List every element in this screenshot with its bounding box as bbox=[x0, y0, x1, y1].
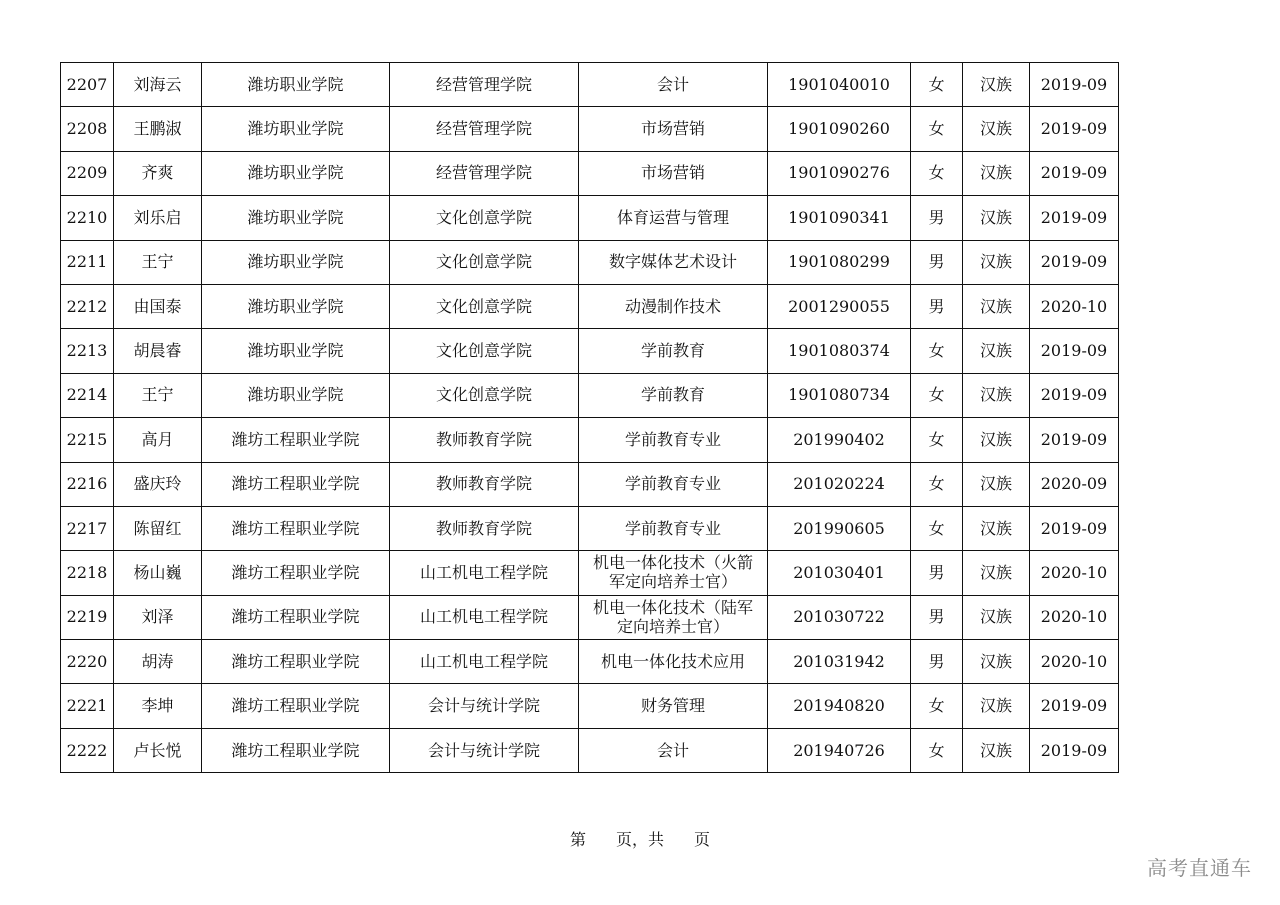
enrollment-date-cell: 2019-09 bbox=[1030, 196, 1119, 240]
student-id-cell: 201020224 bbox=[768, 462, 911, 506]
major-name-cell bbox=[579, 240, 768, 284]
gender-cell: 女 bbox=[911, 107, 963, 151]
enrollment-date-cell: 2019-09 bbox=[1030, 728, 1119, 772]
table-row bbox=[61, 506, 1119, 550]
ethnicity-cell: 汉族 bbox=[963, 373, 1030, 417]
student-name-cell: 卢长悦 bbox=[114, 728, 202, 772]
gender-cell: 女 bbox=[911, 684, 963, 728]
enrollment-date-cell: 2020-10 bbox=[1030, 595, 1119, 639]
college-name-cell: 会计与统计学院 bbox=[390, 728, 579, 772]
row-index-cell: 2214 bbox=[61, 373, 114, 417]
table-row bbox=[61, 462, 1119, 506]
major-text: 数字媒体艺术设计 bbox=[608, 252, 737, 272]
ethnicity-cell: 汉族 bbox=[963, 240, 1030, 284]
table-row bbox=[61, 284, 1119, 328]
college-name-cell: 文化创意学院 bbox=[390, 240, 579, 284]
school-name-cell: 潍坊职业学院 bbox=[202, 63, 390, 107]
ethnicity-cell: 汉族 bbox=[963, 728, 1030, 772]
table-row bbox=[61, 684, 1119, 728]
major-text: 学前教育 bbox=[640, 341, 705, 361]
major-text: 体育运营与管理 bbox=[616, 207, 729, 227]
major-name-cell bbox=[579, 63, 768, 107]
enrollment-date-cell: 2019-09 bbox=[1030, 684, 1119, 728]
major-text: 学前教育专业 bbox=[624, 429, 721, 449]
table-row bbox=[61, 107, 1119, 151]
school-name-cell: 潍坊工程职业学院 bbox=[202, 506, 390, 550]
school-name-cell: 潍坊职业学院 bbox=[202, 373, 390, 417]
gender-cell: 男 bbox=[911, 640, 963, 684]
student-name-cell: 高月 bbox=[114, 418, 202, 462]
row-index-cell: 2210 bbox=[61, 196, 114, 240]
college-name-cell: 山工机电工程学院 bbox=[390, 595, 579, 639]
row-index-cell: 2212 bbox=[61, 284, 114, 328]
enrollment-date-cell: 2020-09 bbox=[1030, 462, 1119, 506]
enrollment-date-cell: 2019-09 bbox=[1030, 418, 1119, 462]
student-id-cell: 1901090260 bbox=[768, 107, 911, 151]
enrollment-date-cell: 2019-09 bbox=[1030, 329, 1119, 373]
enrollment-date-cell: 2020-10 bbox=[1030, 284, 1119, 328]
row-index-cell: 2220 bbox=[61, 640, 114, 684]
college-name-cell: 教师教育学院 bbox=[390, 418, 579, 462]
college-name-cell: 山工机电工程学院 bbox=[390, 640, 579, 684]
watermark-logo-text: 高考直通车 bbox=[1147, 856, 1252, 880]
ethnicity-cell: 汉族 bbox=[963, 107, 1030, 151]
table-row bbox=[61, 728, 1119, 772]
major-name-cell bbox=[579, 196, 768, 240]
gender-cell: 男 bbox=[911, 196, 963, 240]
page-mid: 页，共 bbox=[615, 830, 664, 849]
major-name-cell bbox=[579, 373, 768, 417]
table-row bbox=[61, 373, 1119, 417]
row-index-cell: 2209 bbox=[61, 151, 114, 195]
major-text: 财务管理 bbox=[640, 696, 705, 716]
major-text: 市场营销 bbox=[640, 163, 705, 183]
student-name-cell: 王宁 bbox=[114, 373, 202, 417]
major-name-cell bbox=[579, 640, 768, 684]
student-name-cell: 刘泽 bbox=[114, 595, 202, 639]
student-id-cell: 2001290055 bbox=[768, 284, 911, 328]
college-name-cell: 会计与统计学院 bbox=[390, 684, 579, 728]
ethnicity-cell: 汉族 bbox=[963, 284, 1030, 328]
gender-cell: 女 bbox=[911, 462, 963, 506]
ethnicity-cell: 汉族 bbox=[963, 418, 1030, 462]
row-index-cell: 2211 bbox=[61, 240, 114, 284]
gender-cell: 女 bbox=[911, 728, 963, 772]
college-name-cell: 文化创意学院 bbox=[390, 373, 579, 417]
roster-body bbox=[61, 63, 1119, 773]
student-id-cell: 1901080374 bbox=[768, 329, 911, 373]
page-footer bbox=[0, 827, 1280, 850]
student-id-cell: 201940820 bbox=[768, 684, 911, 728]
student-id-cell: 1901080734 bbox=[768, 373, 911, 417]
college-name-cell: 经营管理学院 bbox=[390, 63, 579, 107]
gender-cell: 女 bbox=[911, 151, 963, 195]
ethnicity-cell: 汉族 bbox=[963, 462, 1030, 506]
page-prefix: 第 bbox=[569, 830, 586, 849]
student-name-cell: 齐爽 bbox=[114, 151, 202, 195]
college-name-cell: 教师教育学院 bbox=[390, 462, 579, 506]
major-name-cell bbox=[579, 684, 768, 728]
student-roster-table bbox=[60, 62, 1119, 773]
student-id-cell: 201990402 bbox=[768, 418, 911, 462]
student-name-cell: 由国泰 bbox=[114, 284, 202, 328]
school-name-cell: 潍坊工程职业学院 bbox=[202, 462, 390, 506]
school-name-cell: 潍坊工程职业学院 bbox=[202, 684, 390, 728]
ethnicity-cell: 汉族 bbox=[963, 329, 1030, 373]
student-id-cell: 1901090341 bbox=[768, 196, 911, 240]
school-name-cell: 潍坊职业学院 bbox=[202, 240, 390, 284]
school-name-cell: 潍坊职业学院 bbox=[202, 329, 390, 373]
row-index-cell: 2208 bbox=[61, 107, 114, 151]
enrollment-date-cell: 2019-09 bbox=[1030, 506, 1119, 550]
ethnicity-cell: 汉族 bbox=[963, 551, 1030, 595]
major-name-cell bbox=[579, 151, 768, 195]
major-name-cell bbox=[579, 728, 768, 772]
table-row bbox=[61, 63, 1119, 107]
row-index-cell: 2215 bbox=[61, 418, 114, 462]
student-id-cell: 201990605 bbox=[768, 506, 911, 550]
school-name-cell: 潍坊工程职业学院 bbox=[202, 728, 390, 772]
school-name-cell: 潍坊职业学院 bbox=[202, 196, 390, 240]
major-name-cell bbox=[579, 595, 768, 639]
enrollment-date-cell: 2019-09 bbox=[1030, 151, 1119, 195]
student-id-cell: 1901090276 bbox=[768, 151, 911, 195]
ethnicity-cell: 汉族 bbox=[963, 506, 1030, 550]
row-index-cell: 2222 bbox=[61, 728, 114, 772]
student-id-cell: 1901040010 bbox=[768, 63, 911, 107]
student-id-cell: 201031942 bbox=[768, 640, 911, 684]
gender-cell: 男 bbox=[911, 284, 963, 328]
college-name-cell: 教师教育学院 bbox=[390, 506, 579, 550]
school-name-cell: 潍坊职业学院 bbox=[202, 107, 390, 151]
table-row bbox=[61, 551, 1119, 595]
ethnicity-cell: 汉族 bbox=[963, 151, 1030, 195]
student-name-cell: 杨山巍 bbox=[114, 551, 202, 595]
student-name-cell: 盛庆玲 bbox=[114, 462, 202, 506]
table-row bbox=[61, 329, 1119, 373]
row-index-cell: 2213 bbox=[61, 329, 114, 373]
college-name-cell: 文化创意学院 bbox=[390, 196, 579, 240]
student-name-cell: 王宁 bbox=[114, 240, 202, 284]
ethnicity-cell: 汉族 bbox=[963, 595, 1030, 639]
enrollment-date-cell: 2019-09 bbox=[1030, 107, 1119, 151]
student-name-cell: 王鹏淑 bbox=[114, 107, 202, 151]
school-name-cell: 潍坊职业学院 bbox=[202, 151, 390, 195]
major-text: 会计 bbox=[656, 74, 689, 94]
school-name-cell: 潍坊职业学院 bbox=[202, 284, 390, 328]
student-name-cell: 刘乐启 bbox=[114, 196, 202, 240]
major-text: 机电一体化技术（火箭 军定向培养士官） bbox=[592, 553, 753, 592]
row-index-cell: 2221 bbox=[61, 684, 114, 728]
student-name-cell: 胡涛 bbox=[114, 640, 202, 684]
major-name-cell bbox=[579, 329, 768, 373]
gender-cell: 男 bbox=[911, 595, 963, 639]
gender-cell: 男 bbox=[911, 240, 963, 284]
school-name-cell: 潍坊工程职业学院 bbox=[202, 551, 390, 595]
row-index-cell: 2207 bbox=[61, 63, 114, 107]
student-name-cell: 陈留红 bbox=[114, 506, 202, 550]
student-id-cell: 1901080299 bbox=[768, 240, 911, 284]
college-name-cell: 文化创意学院 bbox=[390, 284, 579, 328]
enrollment-date-cell: 2019-09 bbox=[1030, 63, 1119, 107]
ethnicity-cell: 汉族 bbox=[963, 196, 1030, 240]
row-index-cell: 2217 bbox=[61, 506, 114, 550]
college-name-cell: 经营管理学院 bbox=[390, 151, 579, 195]
major-text: 会计 bbox=[656, 740, 689, 760]
enrollment-date-cell: 2020-10 bbox=[1030, 640, 1119, 684]
major-text: 学前教育 bbox=[640, 385, 705, 405]
major-text: 学前教育专业 bbox=[624, 518, 721, 538]
table-row bbox=[61, 151, 1119, 195]
major-name-cell bbox=[579, 462, 768, 506]
ethnicity-cell: 汉族 bbox=[963, 640, 1030, 684]
college-name-cell: 经营管理学院 bbox=[390, 107, 579, 151]
student-name-cell: 胡晨睿 bbox=[114, 329, 202, 373]
student-id-cell: 201030722 bbox=[768, 595, 911, 639]
gender-cell: 女 bbox=[911, 418, 963, 462]
gender-cell: 女 bbox=[911, 63, 963, 107]
major-name-cell bbox=[579, 284, 768, 328]
enrollment-date-cell: 2019-09 bbox=[1030, 373, 1119, 417]
college-name-cell: 山工机电工程学院 bbox=[390, 551, 579, 595]
school-name-cell: 潍坊工程职业学院 bbox=[202, 640, 390, 684]
major-name-cell bbox=[579, 418, 768, 462]
enrollment-date-cell: 2019-09 bbox=[1030, 240, 1119, 284]
major-text: 机电一体化技术应用 bbox=[600, 651, 745, 671]
table-row bbox=[61, 418, 1119, 462]
major-text: 机电一体化技术（陆军 定向培养士官） bbox=[592, 597, 753, 636]
major-text: 市场营销 bbox=[640, 119, 705, 139]
gender-cell: 男 bbox=[911, 551, 963, 595]
row-index-cell: 2219 bbox=[61, 595, 114, 639]
student-name-cell: 刘海云 bbox=[114, 63, 202, 107]
gender-cell: 女 bbox=[911, 329, 963, 373]
school-name-cell: 潍坊工程职业学院 bbox=[202, 595, 390, 639]
row-index-cell: 2218 bbox=[61, 551, 114, 595]
major-text: 动漫制作技术 bbox=[624, 296, 721, 316]
major-name-cell bbox=[579, 506, 768, 550]
ethnicity-cell: 汉族 bbox=[963, 684, 1030, 728]
page-suffix: 页 bbox=[694, 830, 711, 849]
student-name-cell: 李坤 bbox=[114, 684, 202, 728]
table-row bbox=[61, 240, 1119, 284]
gender-cell: 女 bbox=[911, 373, 963, 417]
school-name-cell: 潍坊工程职业学院 bbox=[202, 418, 390, 462]
enrollment-date-cell: 2020-10 bbox=[1030, 551, 1119, 595]
college-name-cell: 文化创意学院 bbox=[390, 329, 579, 373]
student-id-cell: 201940726 bbox=[768, 728, 911, 772]
row-index-cell: 2216 bbox=[61, 462, 114, 506]
gender-cell: 女 bbox=[911, 506, 963, 550]
major-name-cell bbox=[579, 107, 768, 151]
table-row bbox=[61, 595, 1119, 639]
ethnicity-cell: 汉族 bbox=[963, 63, 1030, 107]
major-text: 学前教育专业 bbox=[624, 474, 721, 494]
table-row bbox=[61, 196, 1119, 240]
table-row bbox=[61, 640, 1119, 684]
major-name-cell bbox=[579, 551, 768, 595]
student-id-cell: 201030401 bbox=[768, 551, 911, 595]
